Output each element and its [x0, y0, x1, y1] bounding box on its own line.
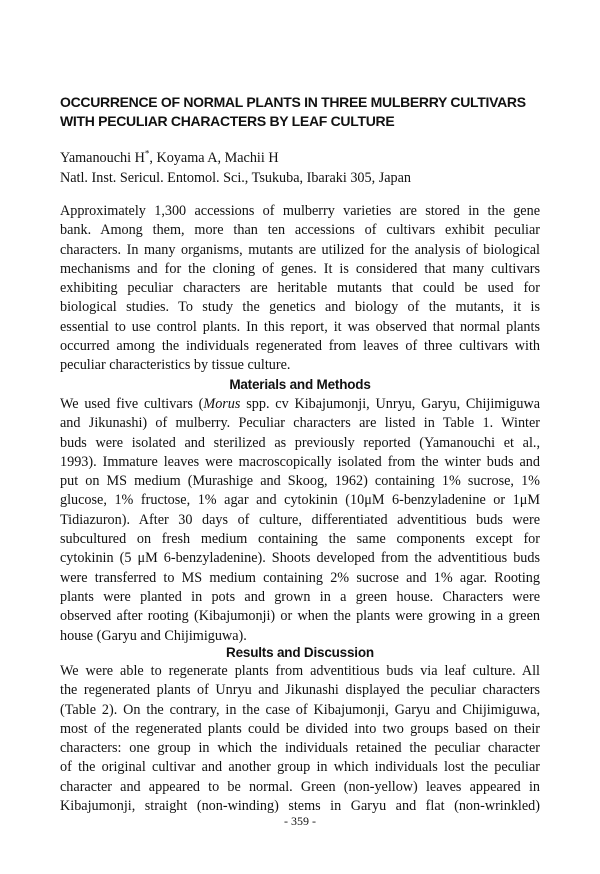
methods-line: glucose, 1% fructose, 1% agar and cytokinin (10μM 6-benzyladenine or 1μM — [60, 492, 540, 509]
results-line: the regenerated plants of Unryu and Jikunashi displayed the peculiar characters — [60, 682, 540, 699]
abstract-line: exhibiting peculiar characters are heritable mutants that could be used for — [60, 280, 540, 297]
methods-line: observed after rooting (Kibajumonji) or when the plants were growing in a green — [60, 608, 540, 625]
methods-line: house (Garyu and Chijimiguwa). — [60, 627, 247, 644]
results-line: We were able to regenerate plants from adventitious buds via leaf culture. All — [60, 663, 540, 679]
author-affiliation: Natl. Inst. Sericul. Entomol. Sci., Tsukuba, Ibaraki 305, Japan — [60, 170, 412, 186]
corresponding-author-mark: * — [144, 148, 150, 159]
results-heading: Results and Discussion — [226, 645, 374, 660]
paper-title — [60, 93, 570, 131]
abstract-line: bank. Among them, more than ten accessions of cultivars exhibit peculiar — [60, 222, 540, 239]
methods-paragraph — [60, 395, 540, 646]
abstract-line: occurred among the individuals regenerated from leaves of three cultivars with — [60, 338, 540, 355]
abstract-line: characters. In many organisms, mutants are utilized for the analysis of biological — [60, 241, 540, 258]
abstract-line: peculiar characteristics by tissue culture. — [60, 357, 291, 374]
methods-line: We used five cultivars (Morus spp. cv Kibajumonji, Unryu, Garyu, Chijimiguwa — [60, 396, 540, 412]
methods-line: were transferred to MS medium containing 2% sucrose and 1% agar. Rooting — [60, 569, 540, 586]
abstract-line: Approximately 1,300 accessions of mulberry varieties are stored in the gene — [60, 203, 540, 219]
title-line-2: WITH PECULIAR CHARACTERS BY LEAF CULTURE — [60, 113, 395, 129]
results-line: characters: one group in which the individuals retained the peculiar character — [60, 740, 540, 757]
methods-line: Tidiazuron). After 30 days of culture, differentiated adventitious buds were — [60, 511, 540, 528]
author-names: Yamanouchi H*, Koyama A, Machii H — [60, 148, 279, 166]
methods-line: and Jikunashi) of mulberry. Peculiar characters are listed in Table 1. Winter — [60, 415, 540, 432]
author-block — [60, 148, 570, 188]
abstract-line: mechanisms and for the cloning of genes. It is considered that many cultivars — [60, 260, 540, 277]
results-line: most of the regenerated plants could be divided into two groups based on their — [60, 720, 540, 737]
methods-heading: Materials and Methods — [229, 377, 371, 392]
methods-line: plants were planted in pots and grown in a green house. Characters were — [60, 588, 540, 605]
results-line: character and appeared to be normal. Green (non-yellow) leaves appeared in — [60, 778, 540, 795]
methods-line: cytokinin (5 μM 6-benzyladenine). Shoots developed from the adventitious buds — [60, 550, 540, 567]
results-paragraph — [60, 662, 540, 816]
genus-name: Morus — [203, 396, 241, 412]
methods-line: 1993). Immature leaves were macroscopically isolated from the winter buds and — [60, 453, 540, 470]
title-line-1: OCCURRENCE OF NORMAL PLANTS IN THREE MULBERRY CULTIVARS — [60, 94, 526, 110]
results-line: of the original cultivar and another group in which individuals lost the peculiar — [60, 759, 540, 776]
methods-line: put on MS medium (Murashige and Skoog, 1962) containing 1% sucrose, 1% — [60, 473, 540, 490]
abstract-line: biological studies. To study the genetics and biology of the mutants, it is — [60, 299, 540, 316]
methods-line: buds were isolated and sterilized as previously reported (Yamanouchi et al., — [60, 434, 540, 451]
page-number: - 359 - — [284, 814, 316, 828]
methods-line: subcultured on fresh medium containing the same components except for — [60, 531, 540, 548]
results-line: (Table 2). On the contrary, in the case of Kibajumonji, Garyu and Chijimiguwa, — [60, 701, 540, 718]
abstract-paragraph — [60, 202, 540, 376]
abstract-line: essential to use control plants. In this report, it was observed that normal plants — [60, 318, 540, 335]
results-line: Kibajumonji, straight (non-winding) stems in Garyu and flat (non-wrinkled) — [60, 798, 540, 815]
